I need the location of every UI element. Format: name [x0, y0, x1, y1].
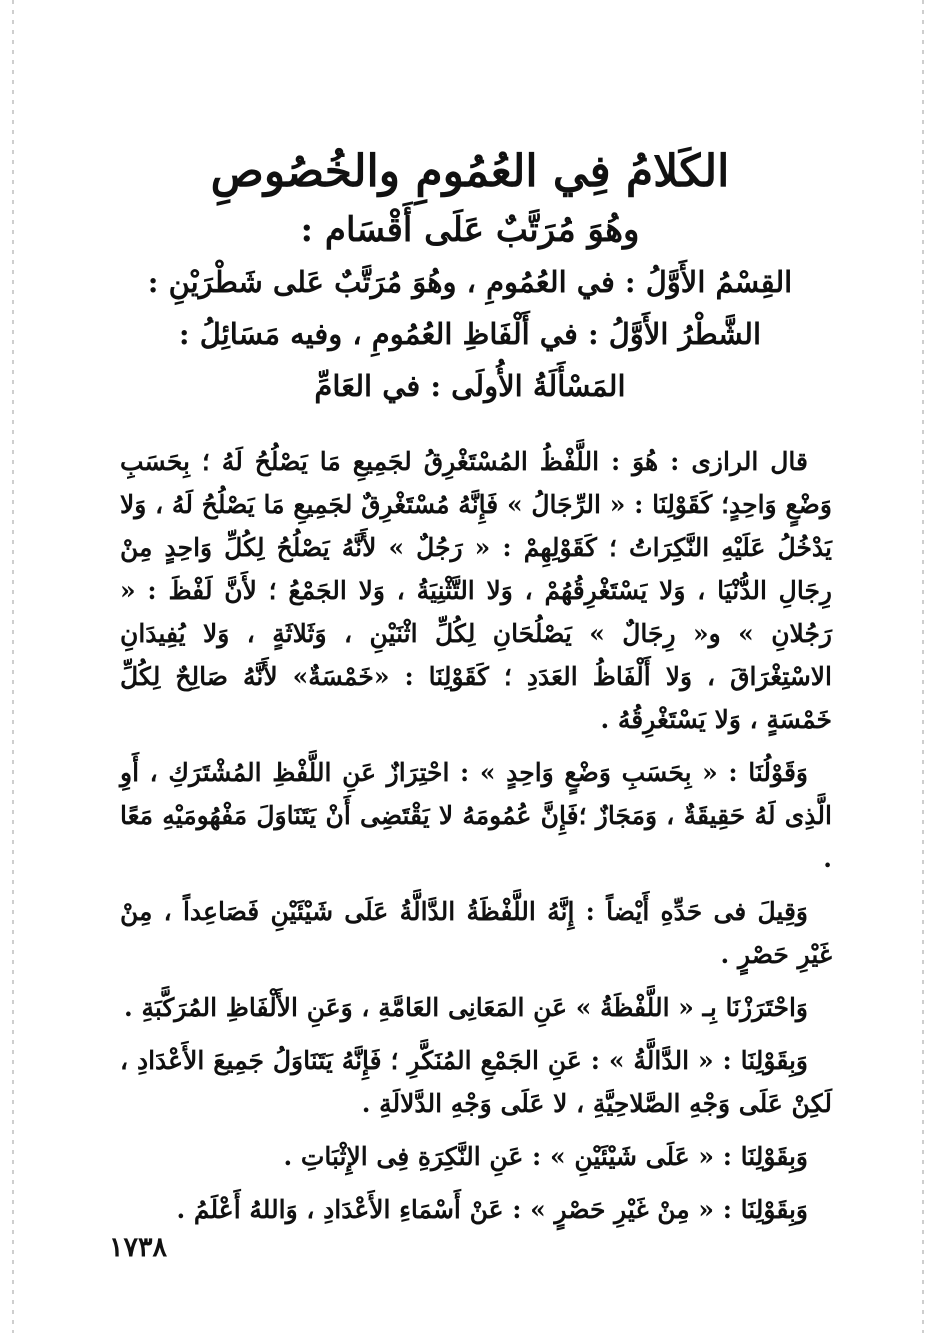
paragraph: وَبِقَوْلِنَا : « مِنْ غَيْرِ حَصْرٍ » : عَنْ أَسْمَاءِ الأَعْدَادِ ، وَاللهُ أَعْلَمُ .	[176, 1195, 808, 1224]
section-heading: القِسْمُ الأَوَّلُ : في العُمُومِ ، وهُوَ مُرَتَّبٌ عَلى شَطْرَيْنِ :	[147, 265, 793, 299]
paragraph: وَبِقَوْلِنَا : « عَلَى شَيْئَيْنِ » : عَنِ النَّكِرَةِ فِى الإِثْبَاتِ .	[283, 1142, 808, 1171]
paragraph: وَقِيلَ فى حَدِّهِ أَيْضاً : إِنَّهُ اللَّفْظَةُ الدَّالَّةُ عَلَى شَيْئَيْنِ فَصَاعِداً ، مِنْ غَيْرِ حَصْرٍ .	[120, 897, 832, 969]
issue-heading: المَسْأَلَةُ الأُولَى : في العَامِّ	[314, 369, 626, 403]
paragraph: وَاحْتَرَزْنَا بِـ « اللَّفْظَةُ » عَنِ المَعَانِى العَامَّةِ ، وَعَنِ الأَلْفَاظِ المُرَكَّبَةِ .	[124, 993, 808, 1022]
headings-block	[120, 140, 820, 412]
paragraph: قال الرازى : هُوَ : اللَّفْظُ المُسْتَغْرِقُ لجَمِيعِ مَا يَصْلُحُ لَهُ ؛ بِحَسَبِ وَضْعٍ وَاحِدٍ؛ كَقَوْلِنَا : « الرِّجَالُ » فَإِنَّهُ مُسْتَغْرِقٌ لجَمِيعِ مَا يَصْلُحُ لَهُ ، وَلا يَدْخُلُ عَلَيْهِ النَّكِرَاتُ ؛ كَقَوْلِهِمْ : « رَجُلٌ » لأَنَّهُ يَصْلُحُ لِكُلِّ وَاحِدٍ مِنْ رِجَالِ الدُّنْيَا ، وَلا يَسْتَغْرِقُهُمْ ، وَلا التَّثْنِيَةُ ، وَلا الجَمْعُ ؛ لأَنَّ لَفْظَ : « رَجُلانِ » و« رِجَالٌ » يَصْلُحَانِ لِكُلِّ اثْنَيْنِ ، وَثَلاثَةٍ ، وَلا يُفِيدَانِ الاسْتِغْرَاقَ ، وَلا أَلْفَاظُ العَدَدِ ؛ كَقَوْلِنَا : «خَمْسَةٌ» لأَنَّهُ صَالِحٌ لِكُلِّ خَمْسَةٍ ، وَلا يَسْتَغْرِقُهُ .	[120, 447, 832, 734]
subsection-heading: الشَّطْرُ الأَوَّلُ : في أَلْفَاظِ العُمُومِ ، وفيه مَسَائِلُ :	[178, 317, 762, 351]
paragraph: وَبِقَوْلِنَا : « الدَّالَّةُ » : عَنِ الجَمْعِ المُنَكَّرِ ؛ فَإِنَّهُ يَتَنَاوَلُ جَمِيعَ الأَعْدَادِ ، لَكِنْ عَلَى وَجْهِ الصَّلاحِيَّةِ ، لا عَلَى وَجْهِ الدَّلالَةِ .	[120, 1046, 832, 1118]
chapter-subtitle: وهُوَ مُرَتَّبٌ عَلَى أَقْسَام :	[300, 210, 640, 250]
page-number: ١٧٣٨	[108, 1232, 167, 1263]
chapter-title: الكَلامُ فِي العُمُومِ والخُصُوصِ	[210, 146, 730, 197]
paragraph: وَقَوْلُنَا : « بِحَسَبِ وَضْعٍ وَاحِدٍ » : احْتِرَازٌ عَنِ اللَّفْظِ المُشْتَرَكِ ، أَوِ الَّذِى لَهُ حَقِيقَةٌ ، وَمَجَازٌ ؛فَإِنَّ عُمُومَهُ لا يَقْتَضِى أَنْ يَتَنَاوَلَ مَفْهُومَيْهِ مَعًا .	[120, 758, 832, 873]
body-text	[120, 440, 832, 1241]
